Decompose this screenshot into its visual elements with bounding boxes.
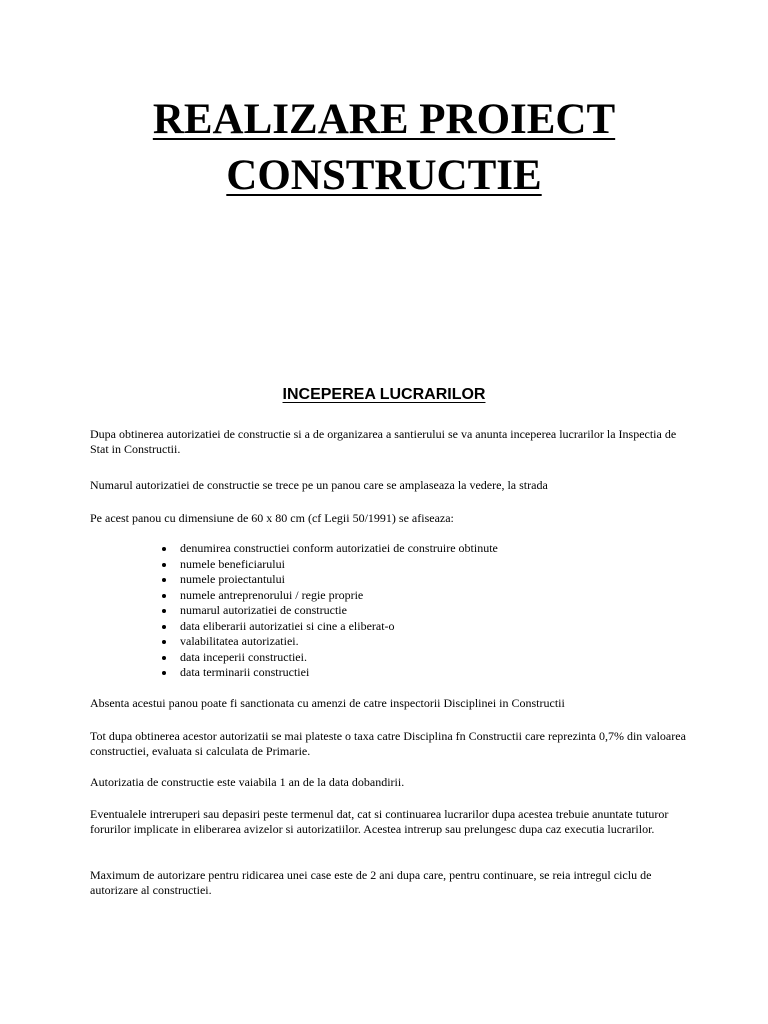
bullet-dot-icon [162, 625, 166, 629]
bullet-dot-icon [162, 656, 166, 660]
bullet-dot-icon [162, 671, 166, 675]
paragraph-7: Eventualele intreruperi sau depasiri peste termenul dat, cat si continuarea lucrarilor dupa acestea trebuie anuntate tuturor forurilor implicate in eliberarea avizelor si autorizatiilor. Acestea intrerup sau prelungesc dupa caz executia lucrarilor. [90, 807, 669, 836]
paragraph-8: Maximum de autorizare pentru ridicarea unei case este de 2 ani dupa care, pentru continuare, se reia intregul ciclu de autorizare al constructiei. [90, 868, 652, 897]
bullet-list [162, 541, 498, 681]
section-heading: INCEPEREA LUCRARILOR [282, 386, 486, 403]
list-item: denumirea constructiei conform autorizatiei de construire obtinute [162, 541, 498, 557]
title-line-2: CONSTRUCTIE [226, 152, 542, 199]
paragraph-5: Tot dupa obtinerea acestor autorizatii se mai plateste o taxa catre Disciplina fn Constructii care reprezinta 0,7% din valoarea constructiei, evaluata si calculata de Primarie. [90, 729, 686, 758]
list-item: data eliberarii autorizatiei si cine a eliberat-o [162, 619, 498, 635]
paragraph-6: Autorizatia de constructie este vaiabila 1 an de la data dobandirii. [90, 775, 405, 789]
list-item: numarul autorizatiei de constructie [162, 603, 498, 619]
paragraph-2: Numarul autorizatiei de constructie se trece pe un panou care se amplaseaza la vedere, la strada [90, 478, 548, 492]
document-title [0, 92, 768, 204]
list-item: numele antreprenorului / regie proprie [162, 588, 498, 604]
bullet-dot-icon [162, 640, 166, 644]
bullet-dot-icon [162, 547, 166, 551]
bullet-dot-icon [162, 563, 166, 567]
list-item: data terminarii constructiei [162, 665, 498, 681]
bullet-dot-icon [162, 609, 166, 613]
list-item: numele beneficiarului [162, 557, 498, 573]
paragraph-3: Pe acest panou cu dimensiune de 60 x 80 cm (cf Legii 50/1991) se afiseaza: [90, 511, 454, 525]
bullet-dot-icon [162, 594, 166, 598]
bullet-dot-icon [162, 578, 166, 582]
list-item: valabilitatea autorizatiei. [162, 634, 498, 650]
list-item: data inceperii constructiei. [162, 650, 498, 666]
title-line-1: REALIZARE PROIECT [152, 96, 616, 143]
paragraph-1: Dupa obtinerea autorizatiei de constructie si a de organizarea a santierului se va anunta inceperea lucrarilor la Inspectia de Stat in Constructii. [90, 427, 677, 456]
paragraph-4: Absenta acestui panou poate fi sanctionata cu amenzi de catre inspectorii Disciplinei in Constructii [90, 696, 565, 710]
list-item: numele proiectantului [162, 572, 498, 588]
